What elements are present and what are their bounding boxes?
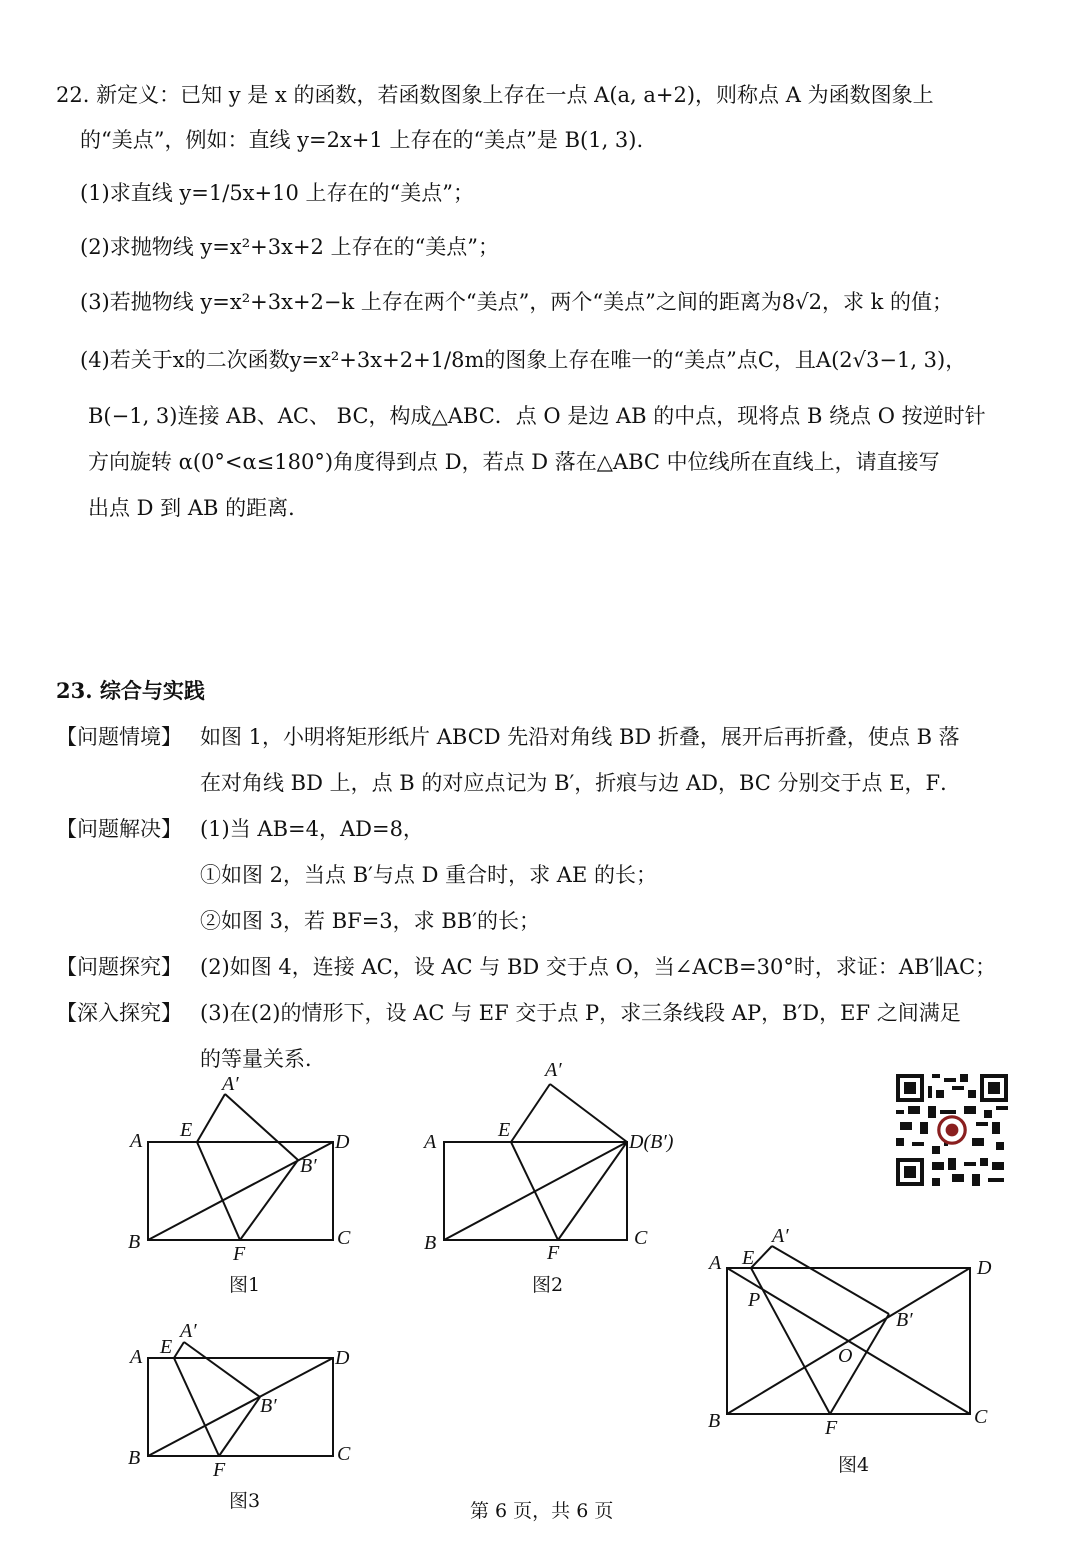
fig2-label-d: D(B′) xyxy=(629,1131,674,1153)
fig2-label-f: F xyxy=(547,1242,560,1264)
solve-text-1: (1)当 AB=4，AD=8， xyxy=(200,817,424,841)
fig2-label-e: E xyxy=(498,1119,511,1141)
fig3-label-e: E xyxy=(160,1336,173,1358)
fig3-label-b: B xyxy=(128,1447,141,1469)
fig3-label-c: C xyxy=(337,1443,351,1465)
fig3-fb1 xyxy=(219,1397,260,1456)
solve-text-2: ①如图 2，当点 B′与点 D 重合时，求 AE 的长； xyxy=(200,863,657,887)
page-footer: 第 6 页，共 6 页 xyxy=(470,1500,614,1522)
fig3-label-b1: B′ xyxy=(260,1395,277,1417)
fig4-a1b1 xyxy=(772,1246,889,1314)
fig1-a1b1 xyxy=(225,1094,298,1160)
fig3-label-f: F xyxy=(213,1459,226,1481)
fig4-label-e: E xyxy=(742,1247,755,1269)
situation-text-2: 在对角线 BD 上，点 B 的对应点记为 B′，折痕与边 AD，BC 分别交于点 E，F． xyxy=(200,771,962,795)
fig2-label-a: A xyxy=(424,1131,437,1153)
qr-code xyxy=(896,1074,1008,1186)
fig2-ea1 xyxy=(511,1084,550,1142)
deep-text-2: 的等量关系． xyxy=(200,1047,326,1071)
fig2-fold-ef xyxy=(511,1142,558,1240)
fig4-label-b1: B′ xyxy=(896,1309,913,1331)
solve-tag: 【问题解决】 xyxy=(56,817,182,841)
fig4-label-a: A xyxy=(709,1252,722,1274)
fig1-fb1 xyxy=(240,1160,298,1240)
fig1-label-f: F xyxy=(233,1243,246,1265)
situation-tag: 【问题情境】 xyxy=(56,725,182,749)
fig3-caption: 图3 xyxy=(229,1490,261,1512)
fig3-fold-ef xyxy=(174,1358,219,1456)
q22-part-4c: 方向旋转 α(0°<α≤180°)角度得到点 D，若点 D 落在△ABC 中位线所在直线上，请直接写 xyxy=(88,450,940,474)
situation-text-1: 如图 1，小明将矩形纸片 ABCD 先沿对角线 BD 折叠，展开后再折叠，使点 B 落 xyxy=(200,725,960,749)
fig1-ea1 xyxy=(197,1094,225,1142)
fig3-label-a: A xyxy=(130,1346,143,1368)
figure-3 xyxy=(120,1320,370,1490)
fig2-label-b: B xyxy=(424,1232,437,1254)
fig4-label-a1: A′ xyxy=(772,1225,789,1247)
fig3-ea1 xyxy=(174,1342,184,1358)
fig3-a1b1 xyxy=(184,1342,260,1397)
figure-2 xyxy=(414,1054,704,1284)
fig2-caption: 图2 xyxy=(532,1274,564,1296)
q22-part-4d: 出点 D 到 AB 的距离． xyxy=(88,496,310,520)
fig1-label-a1: A′ xyxy=(222,1073,239,1095)
figure-1 xyxy=(120,1072,370,1302)
solve-text-3: ②如图 3，若 BF=3，求 BB′的长； xyxy=(200,909,540,933)
q22-part-3: (3)若抛物线 y=x²+3x+2−k 上存在两个“美点”，两个“美点”之间的距离为8√2，求 k 的值； xyxy=(80,290,954,314)
fig2-label-c: C xyxy=(634,1227,648,1249)
fig1-label-b1: B′ xyxy=(300,1155,317,1177)
fig1-label-c: C xyxy=(337,1227,351,1249)
q22-part-4b: B(−1, 3)连接 AB、AC、 BC，构成△ABC．点 O 是边 AB 的中点，现将点 B 绕点 O 按逆时针 xyxy=(88,404,986,428)
fig4-label-b: B xyxy=(708,1410,721,1432)
fig2-fd xyxy=(558,1142,627,1240)
fig2-a1d xyxy=(550,1084,627,1142)
fig4-label-o: O xyxy=(838,1345,853,1367)
fig4-label-c: C xyxy=(974,1406,988,1428)
fig3-label-d: D xyxy=(335,1347,350,1369)
fig1-label-a: A xyxy=(130,1130,143,1152)
figure-4 xyxy=(700,1222,1000,1442)
fig3-label-a1: A′ xyxy=(180,1320,197,1342)
fig1-label-d: D xyxy=(335,1131,350,1153)
explore-text-1: (2)如图 4，连接 AC，设 AC 与 BD 交于点 O，当∠ACB=30°时，求证：AB′∥AC； xyxy=(200,955,997,979)
q23-title: 23. 综合与实践 xyxy=(56,678,205,703)
fig4-label-f: F xyxy=(825,1417,838,1439)
fig1-label-b: B xyxy=(128,1231,141,1253)
q22-line-2: 的“美点”，例如：直线 y=2x+1 上存在的“美点”是 B(1, 3). xyxy=(80,128,644,152)
q22-part-2: (2)求抛物线 y=x²+3x+2 上存在的“美点”； xyxy=(80,235,500,259)
fig4-label-d: D xyxy=(977,1257,992,1279)
fig3-diagonal-bd xyxy=(148,1358,333,1456)
deep-text-1: (3)在(2)的情形下，设 AC 与 EF 交于点 P，求三条线段 AP，B′D，EF 之间满足 xyxy=(200,1001,961,1025)
q22-line-1: 22. 新定义：已知 y 是 x 的函数，若函数图象上存在一点 A(a, a+2)，则称点 A 为函数图象上 xyxy=(56,83,934,107)
fig4-caption: 图4 xyxy=(838,1454,870,1476)
fig1-label-e: E xyxy=(180,1119,193,1141)
q22-part-1: (1)求直线 y=1/5x+10 上存在的“美点”； xyxy=(80,181,474,205)
q22-part-4a: (4)若关于x的二次函数y=x²+3x+2+1/8m的图象上存在唯一的“美点”点C，且A(2√3−1, 3)， xyxy=(80,348,967,372)
deep-tag: 【深入探究】 xyxy=(56,1001,182,1025)
fig1-fold-ef xyxy=(197,1142,240,1240)
fig1-caption: 图1 xyxy=(229,1274,261,1296)
explore-tag: 【问题探究】 xyxy=(56,955,182,979)
fig2-label-a1: A′ xyxy=(545,1059,562,1081)
fig4-label-p: P xyxy=(748,1289,761,1311)
